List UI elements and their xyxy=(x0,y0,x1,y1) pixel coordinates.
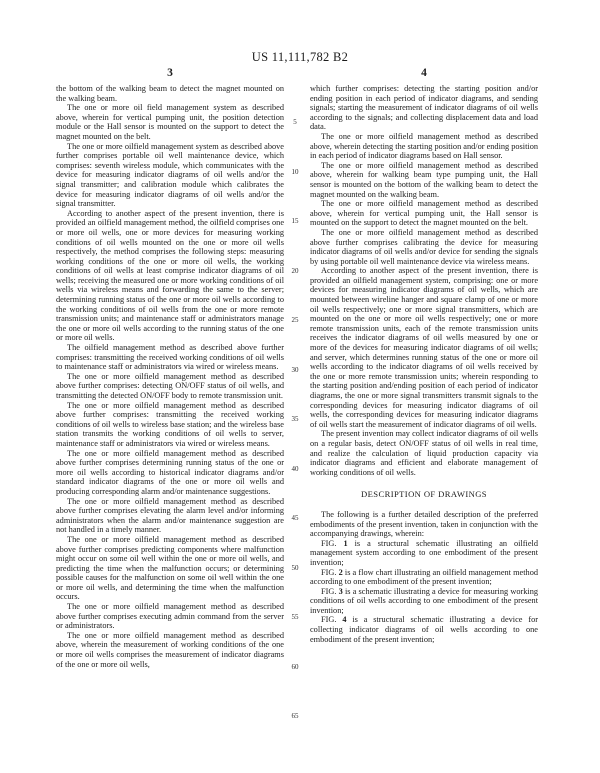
paragraph: the bottom of the walking beam to detect the magnet mounted on the walking beam. xyxy=(56,84,284,103)
figure-description: FIG. 4 is a structural schematic illustrating a device for collecting indicator diagrams of oil wells according to one embodiment of the present invention; xyxy=(310,615,538,644)
paragraph: The one or more oilfield management method as described above further comprises executing admin command from the server or administrators. xyxy=(56,602,284,631)
right-text-column xyxy=(310,84,538,644)
paragraph: The one or more oilfield management method as described above further comprises determining running status of the one or more oil wells according to historical indicator diagrams and/or standard indicator diagrams of the one or more oil wells and producing corresponding alarm and/or maintenance suggestions. xyxy=(56,448,284,496)
column-number-left: 3 xyxy=(167,67,173,79)
line-number: 30 xyxy=(291,366,299,374)
paragraph: According to another aspect of the present invention, there is provided an oilfield management system, comprising: one or more devices for measuring indicator diagrams of oil wells, which are mounted between wireline hanger and square clamp of one or more oil wells respectively; one or more signal transmitters, which are mounted on the one or more oil wells respectively; one or more remote transmission units, each of the remote transmission units receives the indicator diagrams of oil wells measured by one or more of the devices for measuring indicator diagrams of oil wells; and server, which determines running status of the one or more oil wells according to the indicator diagrams of oil wells received by the one or more remote transmission units; wherein responding to the starting position and/ending position of each period of indicator diagrams, the one or more signal transmitters transmit signals to the corresponding devices for measuring indicator diagrams of oil wells, the corresponding devices for measuring indicator diagrams of oil wells start the measurement of indicator diagrams of oil wells. xyxy=(310,266,538,429)
paragraph: The one or more oilfield management method as described above further comprises: detecting ON/OFF status of oil wells, and transmitting the detected ON/OFF body to remote transmission unit. xyxy=(56,371,284,400)
paragraph: which further comprises: detecting the starting position and/or ending position in each period of indicator diagrams, and sending signals; starting the measurement of indicator diagrams of oil wells according to the signals; and collecting displacement data and load data. xyxy=(310,84,538,132)
paragraph: The following is a further detailed description of the preferred embodiments of the present invention, taken in conjunction with the accompanying drawings, wherein: xyxy=(310,509,538,539)
figure-description: FIG. 2 is a flow chart illustrating an oilfield management method according to one embodiment of the present invention; xyxy=(310,567,538,587)
line-number: 15 xyxy=(291,217,299,225)
line-number: 45 xyxy=(291,514,299,522)
line-number: 50 xyxy=(291,564,299,572)
line-number: 40 xyxy=(291,465,299,473)
paragraph: The one or more oilfield management method as described above, wherein for walking beam type pumping unit, the Hall sensor is mounted on the bottom of the walking beam to detect the magnet mounted on the walking beam. xyxy=(310,160,538,199)
paragraph: The oilfield management method as described above further comprises: transmitting the received working conditions of oil wells to maintenance staff or administrators via wired or wireless means. xyxy=(56,343,284,372)
paragraph: The one or more oilfield management method as described above further comprises calibrating the device for measuring indicator diagrams of oil wells and/or device for sending the signals by using portable oil well maintenance device via wireless means. xyxy=(310,227,538,266)
paragraph: The one or more oil field management system as described above, wherein for vertical pumping unit, the position detection module or the Hall sensor is mounted on the support to detect the magnet mounted on the belt. xyxy=(56,103,284,141)
paragraph: The one or more oilfield management method as described above further comprises: transmitting the received working conditions of oil wells to wireless base station; and the wireless base station transmits the working conditions of oil wells to server, maintenance staff or administrators via wired or wireless means. xyxy=(56,400,284,448)
figure-description: FIG. 1 is a structural schematic illustrating an oilfield management system according to one embodiment of the present invention; xyxy=(310,538,538,567)
line-number: 55 xyxy=(291,613,299,621)
paragraph: The one or more oilfield management system as described above further comprises portable oil well maintenance device, which comprises: seventh wireless module, which communicates with the device for measuring indicator diagrams of oil wells and/or the signal transmitter; and calibration module which calibrates the device for measuring indicator diagrams of oil wells and/or the signal transmitter. xyxy=(56,141,284,209)
figure-description: FIG. 3 is a schematic illustrating a device for measuring working conditions of oil wells according to one embodiment of the present invention; xyxy=(310,586,538,615)
left-text-column xyxy=(56,84,284,669)
line-number: 65 xyxy=(291,712,299,720)
line-number: 10 xyxy=(291,168,299,176)
line-number: 25 xyxy=(291,316,299,324)
paragraph: According to another aspect of the present invention, there is provided an oilfield management method, the oilfield comprises one or more oil wells, one or more devices for measuring working conditions of oil wells mounted on the one or more oil wells respectively, the method comprises the following steps: measuring working conditions of the one or more oil wells, the working conditions of oil wells at least comprise indicator diagrams of oil wells; receiving the measured one or more working conditions of oil wells via wireless means and forwarding the same to the server; determining running status of the one or more oil wells according to the working conditions of oil wells from the one or more remote transmission units; and maintenance staff or administrators manage the one or more oil wells according to the running status of the one or more oil wells. xyxy=(56,208,284,343)
paragraph: The one or more oilfield management method as described above further comprises predicting components where malfunction might occur on some oil well within the one or more oil wells, and predicting the time when the malfunction occurs; or determining possible causes for the malfunction on some oil well within the one or more oil wells, and determining the time when the malfunction occurs. xyxy=(56,534,284,602)
line-number: 5 xyxy=(293,118,297,126)
section-heading: DESCRIPTION OF DRAWINGS xyxy=(361,489,487,500)
line-number: 20 xyxy=(291,267,299,275)
paragraph: The one or more oilfield management method as described above, wherein for vertical pumping unit, the Hall sensor is mounted on the support to detect the magnet mounted on the belt. xyxy=(310,199,538,228)
paragraph: The present invention may collect indicator diagrams of oil wells on a regular basis, detect ON/OFF status of oil wells in real time, and realize the calculation of liquid production capacity via indicator diagrams and efficient and elaborate management of working conditions of oil wells. xyxy=(310,429,538,477)
line-number: 35 xyxy=(291,415,299,423)
paragraph: The one or more oilfield management method as described above, wherein detecting the starting position and/or ending position in each period of indicator diagrams based on Hall sensor. xyxy=(310,131,538,161)
paragraph: The one or more oilfield management method as described above, wherein the measurement of working conditions of the one or more oil wells comprises the measurement of indicator diagrams of the one or more oil wells, xyxy=(56,630,284,669)
line-number: 60 xyxy=(291,663,299,671)
paragraph: The one or more oilfield management method as described above further comprises elevating the alarm level and/or informing administrators when the alarm and/or maintenance suggestion are not handled in a timely manner. xyxy=(56,496,284,535)
patent-number: US 11,111,782 B2 xyxy=(251,50,349,64)
column-number-right: 4 xyxy=(421,67,427,79)
